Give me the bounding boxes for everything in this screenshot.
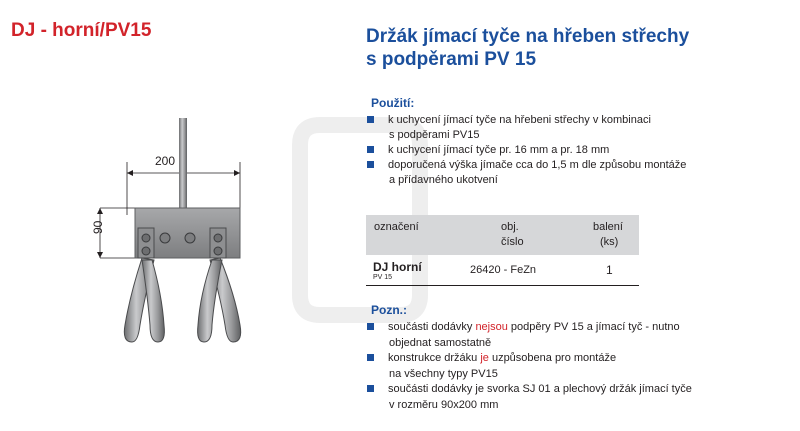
list-item xyxy=(367,320,692,351)
page-title xyxy=(366,25,689,71)
col-number: obj. xyxy=(501,221,519,233)
usage-list xyxy=(367,113,686,188)
list-item-text: a přídavného ukotvení xyxy=(389,174,498,186)
list-item xyxy=(367,113,686,143)
list-item-text: doporučená výška jímače cca do 1,5 m dle způsobu montáže xyxy=(388,159,687,171)
list-item xyxy=(367,158,686,188)
col-designation: označení xyxy=(374,221,419,233)
table-header xyxy=(366,215,639,255)
note-text: v rozměru 90x200 mm xyxy=(389,398,499,411)
width-label: 200 xyxy=(155,154,176,168)
list-item-text: k uchycení jímací tyče na hřebeni střechy v kombinaci xyxy=(388,114,651,126)
list-item xyxy=(367,351,692,382)
note-text: objednat samostatně xyxy=(389,336,492,349)
col-packing: balení xyxy=(593,221,623,233)
title-line-1: Držák jímací tyče na hřeben střechy xyxy=(366,26,690,47)
row-packing: 1 xyxy=(606,263,613,277)
row-name: DJ horní xyxy=(373,260,422,274)
list-item-text: k uchycení jímací tyče pr. 16 mm a pr. 18 mm xyxy=(388,144,610,156)
table-divider xyxy=(366,285,639,286)
title-line-2: s podpěrami PV 15 xyxy=(366,49,537,70)
table-row xyxy=(366,256,639,284)
row-subname: PV 15 xyxy=(373,274,393,281)
note-text: konstrukce držáku je uzpůsobena pro montáže xyxy=(388,352,617,364)
list-item xyxy=(367,382,692,413)
note-text: součásti dodávky je svorka SJ 01 a plechový držák jímací tyče xyxy=(388,383,692,395)
col-packing: (ks) xyxy=(600,236,619,248)
notes-list xyxy=(367,320,692,413)
notes-heading: Pozn.: xyxy=(371,303,407,317)
col-number: číslo xyxy=(501,236,524,248)
list-item xyxy=(367,143,686,158)
product-image xyxy=(80,110,310,380)
note-text: na všechny typy PV15 xyxy=(389,367,498,380)
height-label: 90 xyxy=(91,220,105,234)
list-item-text: s podpěrami PV15 xyxy=(389,129,480,141)
usage-heading: Použití: xyxy=(371,96,415,110)
product-code: DJ - horní/PV15 xyxy=(11,20,152,41)
note-text: součásti dodávky nejsou podpěry PV 15 a jímací tyč - nutno xyxy=(388,321,680,333)
row-number: 26420 - FeZn xyxy=(470,264,537,276)
